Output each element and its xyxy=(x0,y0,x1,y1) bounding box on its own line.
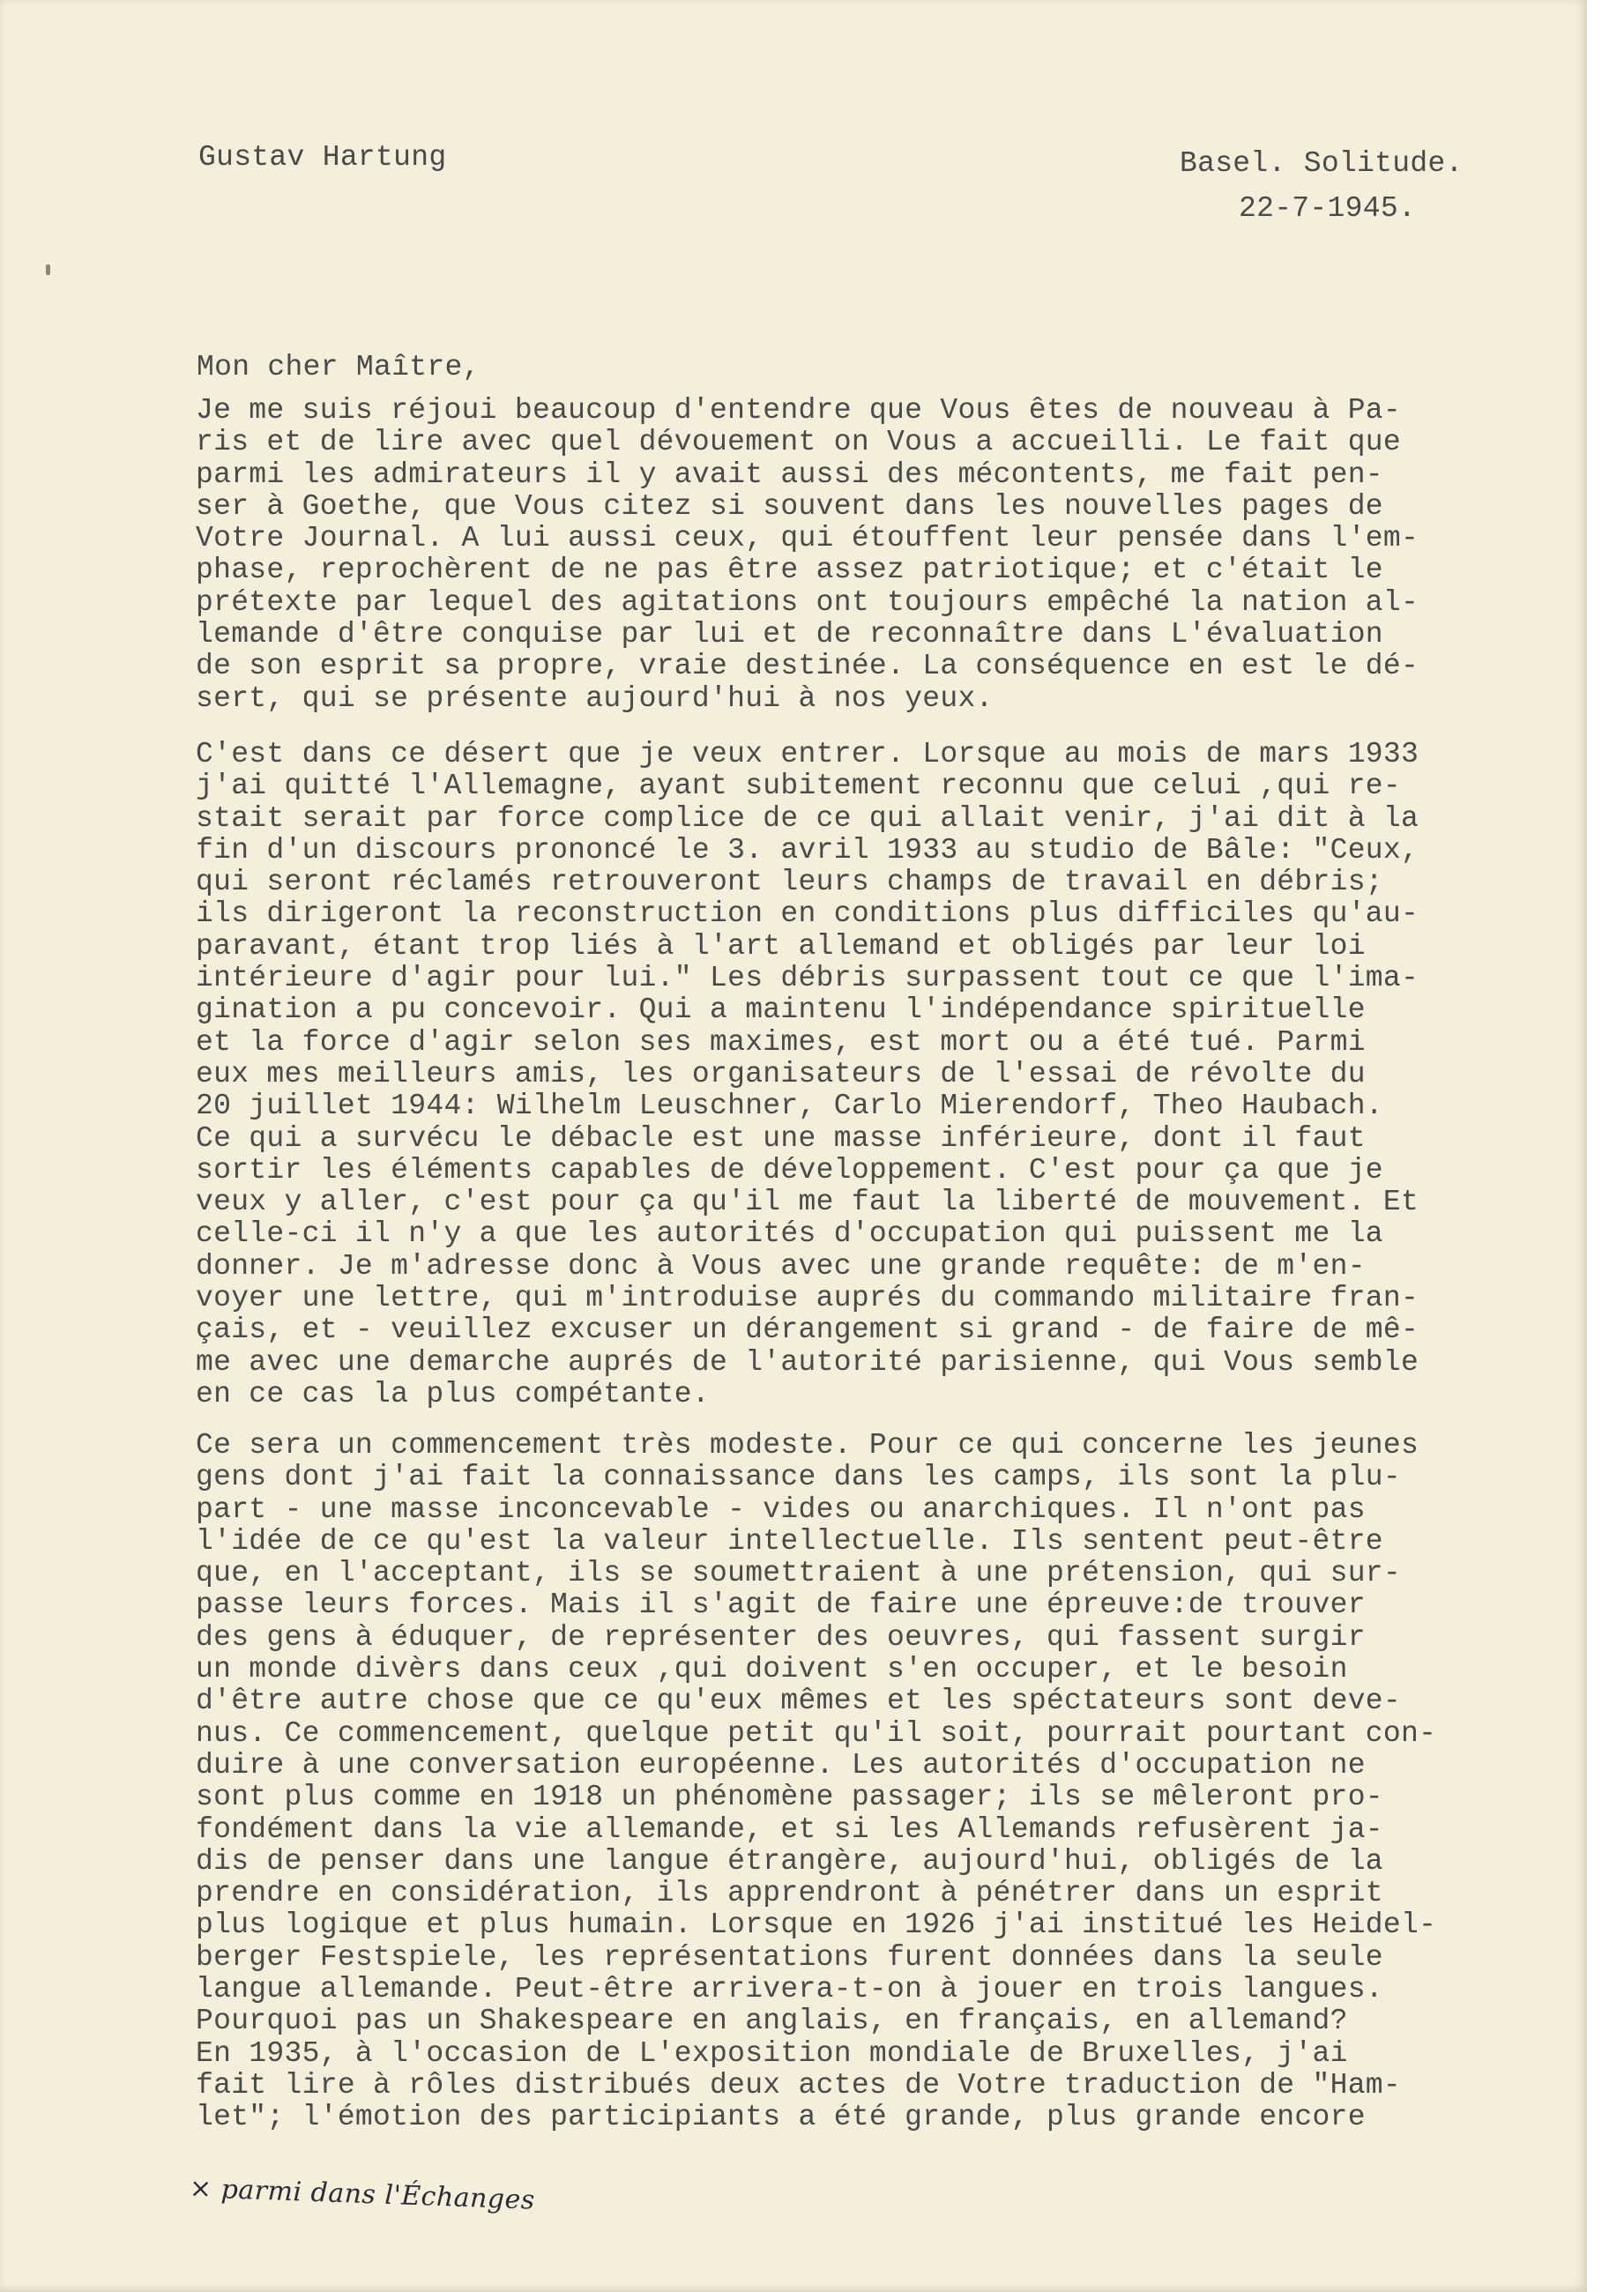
text-line: prendre en considération, ils apprendront à pénétrer dans un esprit xyxy=(196,1877,1383,1910)
text-line: stait serait par force complice de ce qui allait venir, j'ai dit à la xyxy=(196,801,1419,835)
text-line: phase, reprochèrent de ne pas être assez patriotique; et c'était le xyxy=(196,554,1383,587)
text-line: des gens à éduquer, de représenter des oeuvres, qui fassent surgir xyxy=(196,1620,1366,1654)
text-line: Je me suis réjoui beaucoup d'entendre que Vous êtes de nouveau à Pa- xyxy=(196,394,1402,427)
text-line: Ce qui a survécu le débacle est une masse inférieure, dont il faut xyxy=(196,1121,1366,1155)
text-line: part - une masse inconcevable - vides ou anarchiques. Il n'ont pas xyxy=(196,1492,1366,1526)
paper-mark xyxy=(46,264,50,275)
text-line: dis de penser dans une langue étrangère, aujourd'hui, obligés de la xyxy=(196,1844,1383,1878)
text-line: sert, qui se présente aujourd'hui à nos yeux. xyxy=(196,681,994,715)
text-line: donner. Je m'adresse donc à Vous avec une grande requête: de m'en- xyxy=(196,1249,1366,1283)
text-line: voyer une lettre, qui m'introduise auprés du commando militaire fran- xyxy=(196,1282,1419,1315)
text-line: Ce sera un commencement très modeste. Pour ce qui concerne les jeunes xyxy=(196,1429,1419,1462)
text-line: me avec une demarche auprés de l'autorité parisienne, qui Vous semble xyxy=(196,1345,1419,1379)
text-line: intérieure d'agir pour lui." Les débris surpassent tout ce que l'ima- xyxy=(196,962,1419,995)
sender-name: Gustav Hartung xyxy=(198,141,447,174)
text-line: gens dont j'ai fait la connaissance dans les camps, ils sont la plu- xyxy=(196,1461,1402,1494)
text-line: fait lire à rôles distribués deux actes de Votre traduction de "Ham- xyxy=(196,2068,1402,2102)
text-line: fondément dans la vie allemande, et si les Allemands refusèrent ja- xyxy=(196,1812,1383,1846)
text-line: que, en l'acceptant, ils se soumettraient à une prétension, qui sur- xyxy=(196,1557,1402,1590)
text-line: passe leurs forces. Mais il s'agit de faire une épreuve:de trouver xyxy=(196,1589,1366,1622)
text-line: berger Festspiele, les représentations furent données dans la seule xyxy=(196,1940,1383,1974)
text-line: ser à Goethe, que Vous citez si souvent dans les nouvelles pages de xyxy=(196,489,1383,523)
text-line: de son esprit sa propre, vraie destinée. La conséquence en est le dé- xyxy=(196,650,1419,683)
text-line: et la force d'agir selon ses maximes, est mort ou a été tué. Parmi xyxy=(196,1025,1366,1059)
text-line: prétexte par lequel des agitations ont toujours empêché la nation al- xyxy=(196,585,1419,619)
text-line: l'idée de ce qu'est la valeur intellectuelle. Ils sentent peut-être xyxy=(196,1524,1383,1558)
text-line: ils dirigeront la reconstruction en conditions plus difficiles qu'au- xyxy=(196,897,1419,931)
text-line: ris et de lire avec quel dévouement on Vous a accueilli. Le fait que xyxy=(196,426,1402,459)
text-line: 20 juillet 1944: Wilhelm Leuschner, Carlo Mierendorf, Theo Haubach. xyxy=(196,1090,1383,1123)
text-line: Pourquoi pas un Shakespeare en anglais, en français, en allemand? xyxy=(196,2005,1348,2038)
text-line: C'est dans ce désert que je veux entrer. Lorsque au mois de mars 1933 xyxy=(196,738,1419,770)
text-line: eux mes meilleurs amis, les organisateurs de l'essai de révolte du xyxy=(196,1057,1366,1090)
text-line: let"; l'émotion des participiants a été grande, plus grande encore xyxy=(196,2101,1366,2134)
salutation: Mon cher Maître, xyxy=(197,351,480,383)
text-line: parmi les admirateurs il y avait aussi des mécontents, me fait pen- xyxy=(196,458,1383,491)
text-line: çais, et - veuillez excuser un dérangement si grand - de faire de mê- xyxy=(196,1313,1419,1347)
text-line: nus. Ce commencement, quelque petit qu'il soit, pourrait pourtant con- xyxy=(196,1716,1437,1750)
letter-date: 22-7-1945. xyxy=(1239,192,1417,225)
text-line: un monde divèrs dans ceux ,qui doivent s'en occuper, et le besoin xyxy=(196,1653,1348,1686)
text-line: qui seront réclamés retrouveront leurs champs de travail en débris; xyxy=(196,866,1383,899)
text-line: en ce cas la plus compétante. xyxy=(196,1377,710,1410)
text-line: plus logique et plus humain. Lorsque en 1926 j'ai institué les Heidel- xyxy=(196,1909,1437,1942)
handwritten-note: × parmi dans l'Échanges xyxy=(189,2173,536,2216)
text-line: langue allemande. Peut-être arrivera-t-on à jouer en trois langues. xyxy=(196,1973,1383,2006)
paragraph-3 xyxy=(196,1430,1436,2134)
text-line: veux y aller, c'est pour ça qu'il me faut la liberté de mouvement. Et xyxy=(196,1186,1419,1219)
paragraph-2 xyxy=(196,739,1419,1410)
letter-place: Basel. Solitude. xyxy=(1180,147,1464,180)
text-line: Votre Journal. A lui aussi ceux, qui étouffent leur pensée dans l'em- xyxy=(196,522,1419,555)
text-line: d'être autre chose que ce qu'eux mêmes et les spéctateurs sont deve- xyxy=(196,1685,1402,1718)
text-line: lemande d'être conquise par lui et de reconnaître dans L'évaluation xyxy=(196,618,1383,651)
text-line: sont plus comme en 1918 un phénomène passager; ils se mêleront pro- xyxy=(196,1781,1383,1814)
text-line: En 1935, à l'occasion de L'exposition mondiale de Bruxelles, j'ai xyxy=(196,2036,1348,2070)
text-line: duire à une conversation européenne. Les autorités d'occupation ne xyxy=(196,1748,1366,1782)
text-line: j'ai quitté l'Allemagne, ayant subitement reconnu que celui ,qui re- xyxy=(196,770,1402,803)
text-line: celle-ci il n'y a que les autorités d'occupation qui puissent me la xyxy=(196,1217,1383,1251)
text-line: sortir les éléments capables de développement. C'est pour ça que je xyxy=(196,1153,1383,1187)
text-line: paravant, étant trop liés à l'art allemand et obligés par leur loi xyxy=(196,929,1366,963)
paragraph-1 xyxy=(196,395,1419,715)
text-line: fin d'un discours prononcé le 3. avril 1933 au studio de Bâle: "Ceux, xyxy=(196,833,1419,867)
text-line: gination a pu concevoir. Qui a maintenu l'indépendance spirituelle xyxy=(196,993,1366,1027)
